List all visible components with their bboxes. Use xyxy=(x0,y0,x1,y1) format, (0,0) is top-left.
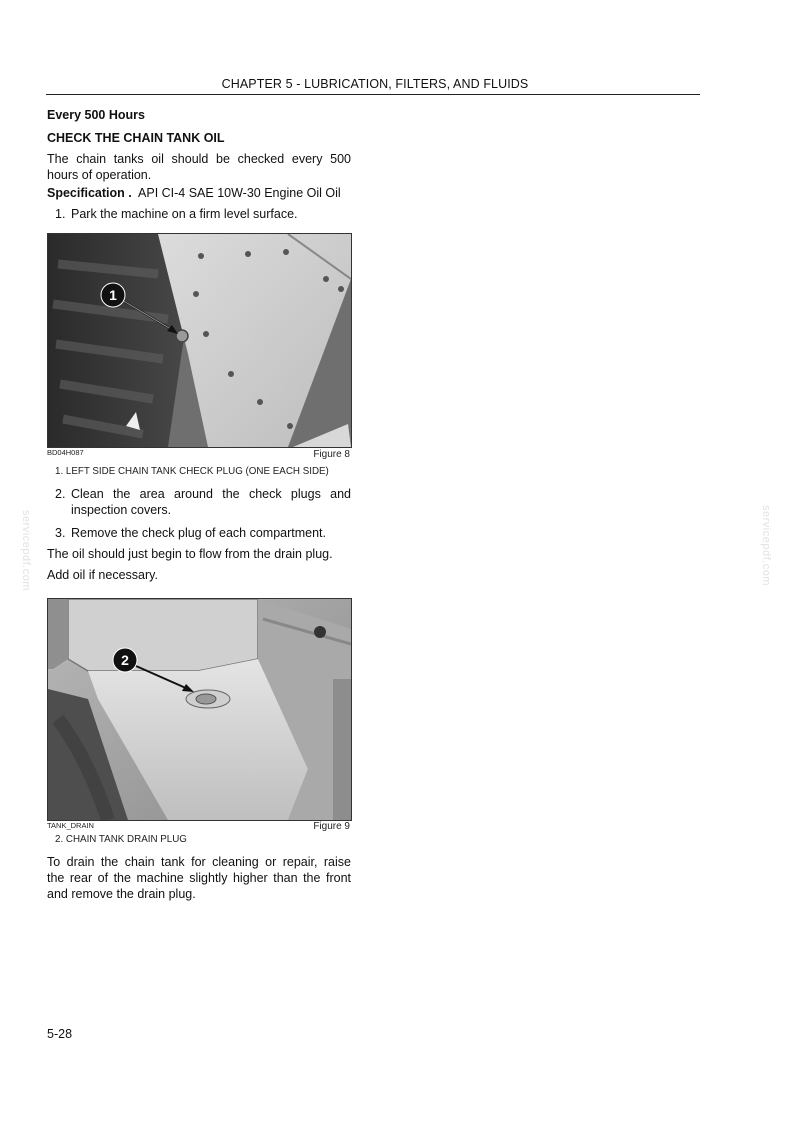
chapter-header: CHAPTER 5 - LUBRICATION, FILTERS, AND FLUIDS xyxy=(221,77,529,91)
section-title: CHECK THE CHAIN TANK OIL xyxy=(47,131,225,145)
chain-tank-drain-plug-photo xyxy=(48,599,351,820)
figure-9-label: Figure 9 xyxy=(313,821,350,832)
intro-line-2: hours of operation. xyxy=(47,168,152,182)
figure-8-caption: 1. LEFT SIDE CHAIN TANK CHECK PLUG (ONE EACH SIDE) xyxy=(55,466,329,477)
figure-9-photo xyxy=(47,598,352,821)
step-1 xyxy=(55,206,298,222)
spec-label: Specification . xyxy=(47,186,132,200)
step-number: 1. xyxy=(55,207,66,221)
flow-note: The oil should just begin to flow from the drain plug. xyxy=(47,547,333,561)
step-number: 3. xyxy=(55,526,66,540)
step-text: Clean the area around the check plugs and xyxy=(71,487,351,501)
add-oil-note: Add oil if necessary. xyxy=(47,568,158,582)
step-number: 2. xyxy=(55,487,66,501)
step-2 xyxy=(55,486,351,502)
callout-2: 2 xyxy=(121,652,129,668)
step-2-continued: inspection covers. xyxy=(71,503,172,517)
interval-heading: Every 500 Hours xyxy=(47,108,145,122)
step-3 xyxy=(55,525,326,541)
step-text: Park the machine on a firm level surface. xyxy=(71,207,298,221)
step-text: Remove the check plug of each compartment. xyxy=(71,526,326,540)
drain-line-2: the rear of the machine slightly higher than the front xyxy=(47,871,351,885)
page-number: 5-28 xyxy=(47,1027,73,1041)
drain-line-3: and remove the drain plug. xyxy=(47,887,196,901)
figure-9-caption: 2. CHAIN TANK DRAIN PLUG xyxy=(55,834,187,845)
figure-9-code: TANK_DRAIN xyxy=(47,821,94,830)
intro-line-1: The chain tanks oil should be checked every 500 xyxy=(47,152,351,166)
spec-value: API CI-4 SAE 10W-30 Engine Oil Oil xyxy=(138,186,341,200)
callout-1: 1 xyxy=(109,287,117,303)
watermark-left: servicepdf.com xyxy=(20,510,32,591)
header-rule xyxy=(46,94,700,95)
watermark-right: servicepdf.com xyxy=(760,505,772,586)
figure-8-code: BD04H087 xyxy=(47,448,84,457)
drain-line-1: To drain the chain tank for cleaning or repair, raise xyxy=(47,855,351,869)
figure-8-photo xyxy=(47,233,352,448)
chain-tank-check-plug-photo xyxy=(48,234,351,447)
specification xyxy=(47,185,341,201)
figure-8-label: Figure 8 xyxy=(313,449,350,460)
